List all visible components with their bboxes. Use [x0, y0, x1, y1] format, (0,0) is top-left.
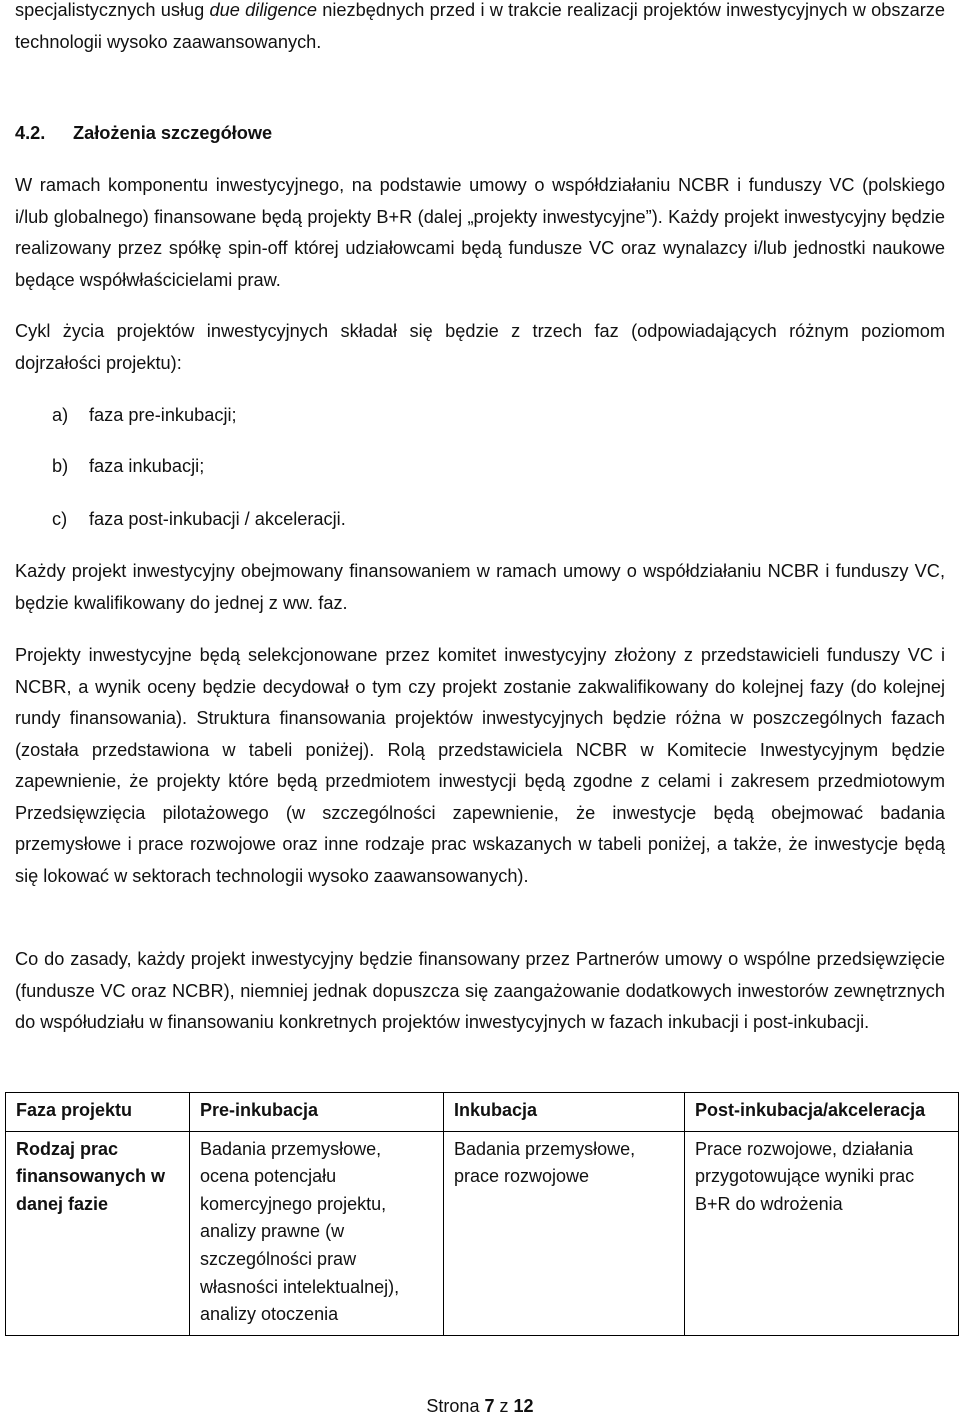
list-item: b) faza inkubacji;	[52, 456, 205, 476]
paragraph-selection-committee: Projekty inwestycyjne będą selekcjonowane przez komitet inwestycyjny złożony z przedstawicieli funduszy VC i NCBR, a wynik oceny będzie decydował o tym czy projekt zostanie zakwalifikowany do kolejnej fazy (do kolejnej rundy finansowania). Struktura finansowania projektów inwestycyjnych będzie różna w poszczególnych fazach (została przedstawiona w tabeli poniżej). Rolą przedstawiciela NCBR w Komitecie Inwestycyjnym będzie zapewnienie, że projekty które będą przedmiotem inwestycji będą zgodne z celami i zakresem przedmiotowym Przedsięwzięcia pilotażowego (w szczególności zapewnienie, że inwestycje będą obejmować badania przemysłowe i prace rozwojowe oraz inne rodzaje prac wskazanych w tabeli poniżej, a także, że inwestycje będą się lokować w sektorach technologii wysoko zaawansowanych).	[15, 645, 945, 886]
list-item: a) faza pre-inkubacji;	[52, 405, 237, 425]
phase-table	[5, 1092, 959, 1336]
list-item: c) faza post-inkubacji / akceleracji.	[52, 509, 346, 529]
section-title: Założenia szczegółowe	[73, 123, 273, 143]
table-cell: Badania przemysłowe, prace rozwojowe	[444, 1131, 685, 1335]
table-header-row	[6, 1093, 959, 1132]
paragraph-financing-principle: Co do zasady, każdy projekt inwestycyjny będzie finansowany przez Partnerów umowy o wspólne przedsięwzięcie (fundusze VC oraz NCBR), niemniej jednak dopuszcza się zaangażowanie dodatkowych inwestorów zewnętrznych do współudziału w finansowaniu konkretnych projektów inwestycyjnych w fazach inkubacji i post-inkubacji.	[15, 949, 945, 1032]
paragraph-lifecycle-intro: Cykl życia projektów inwestycyjnych składał się będzie z trzech faz (odpowiadających różnym poziomom dojrzałości projektu):	[15, 321, 945, 373]
table-row	[6, 1131, 959, 1335]
table-cell: Pre-inkubacja	[190, 1093, 444, 1132]
table-cell: Prace rozwojowe, działania przygotowujące wyniki prac B+R do wdrożenia	[685, 1131, 959, 1335]
table-cell: Inkubacja	[444, 1093, 685, 1132]
table-cell: Post-inkubacja/akceleracja	[685, 1093, 959, 1132]
paragraph-intro-continuation: specjalistycznych usług due diligence niezbędnych przed i w trakcie realizacji projektów inwestycyjnych w obszarze technologii wysoko zaawansowanych.	[15, 0, 945, 52]
paragraph-component-description: W ramach komponentu inwestycyjnego, na podstawie umowy o współdziałaniu NCBR i funduszy VC (polskiego i/lub globalnego) finansowane będą projekty B+R (dalej „projekty inwestycyjne”). Każdy projekt inwestycyjny będzie realizowany przez spółkę spin-off której udziałowcami będą fundusze VC oraz wynalazcy i/lub jednostki naukowe będące współwłaścicielami praw.	[15, 175, 945, 290]
paragraph-qualification: Każdy projekt inwestycyjny obejmowany finansowaniem w ramach umowy o współdziałaniu NCBR i funduszy VC, będzie kwalifikowany do jednej z ww. faz.	[15, 561, 945, 613]
table-cell: Faza projektu	[6, 1093, 190, 1132]
page-footer: Strona 7 z 12	[426, 1396, 534, 1416]
table-cell: Badania przemysłowe, ocena potencjału komercyjnego projektu, analizy prawne (w szczególności praw własności intelektualnej), analizy otoczenia	[190, 1131, 444, 1335]
section-number: 4.2.	[15, 123, 46, 143]
section-heading	[15, 118, 272, 150]
table-cell: Rodzaj prac finansowanych w danej fazie	[6, 1131, 190, 1335]
